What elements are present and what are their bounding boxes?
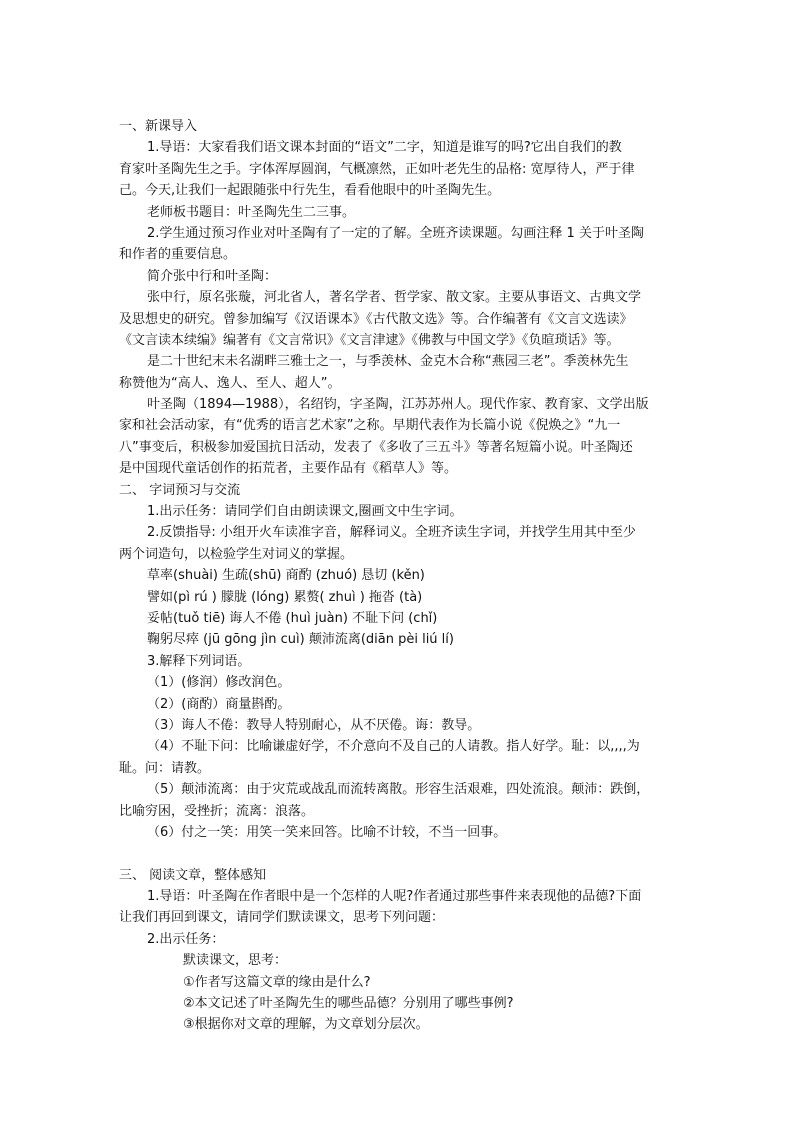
text-line: （2）(商酌）商量斟酌。 — [147, 696, 291, 712]
text-line: 家和社会活动家，有“优秀的语言艺术家”之称。早期代表作为长篇小说《倪焕之》“九一 — [119, 418, 621, 434]
text-line: 《文言读本续编》编著有《文言常识》《文言津逮》《佛教与中国文学》《负暄琐话》等。 — [119, 332, 620, 348]
text-line: （3）诲人不倦：教导人特别耐心，从不厌倦。诲：教导。 — [147, 717, 481, 733]
text-line: 2.反馈指导: 小组开火车读准字音，解释词义。全班齐读生字词，并找学生用其中至少 — [147, 525, 636, 541]
text-line: 老师板书题目：叶圣陶先生二三事。 — [147, 204, 356, 220]
text-line: 妥帖(tuǒ tiē) 诲人不倦 (huì juàn) 不耻下问 (chǐ) — [147, 610, 438, 626]
text-line: 二、 字词预习与交流 — [119, 482, 241, 498]
text-line: ③根据你对文章的理解，为文章划分层次。 — [183, 1017, 429, 1033]
text-line: 及思想史的研究。曾参加编写《汉语课本》《古代散文选》等。合作编著有《文言文选读》 — [119, 311, 633, 327]
text-line: 比喻穷困，受挫折；流离：浪落。 — [119, 803, 315, 819]
text-line: 己。今天,让我们一起跟随张中行先生，看看他眼中的叶圣陶先生。 — [119, 183, 501, 199]
text-line: 耻。问：请教。 — [119, 760, 211, 776]
text-line: （4）不耻下问：比喻谦虚好学，不介意向不及自己的人请教。指人好学。耻：以,,,,为 — [147, 739, 640, 755]
text-line: 是中国现代童话创作的拓荒者，主要作品有《稻草人》等。 — [119, 461, 458, 477]
text-line: 鞠躬尽瘁 (jū gōng jìn cuì) 颠沛流离(diān pèi liú lí) — [147, 632, 454, 648]
text-line: （1）(修润）修改润色。 — [147, 675, 291, 691]
text-line: 2.学生通过预习作业对叶圣陶有了一定的了解。全班齐读课题。勾画注释 1 关于叶圣陶 — [147, 225, 644, 241]
text-line: 叶圣陶（1894—1988），名绍钧，字圣陶，江苏苏州人。现代作家、教育家、文学出版 — [147, 397, 649, 413]
text-line: 简介张中行和叶圣陶： — [147, 268, 278, 284]
text-line: 2.出示任务： — [147, 931, 225, 947]
text-line: 是二十世纪末未名湖畔三雅士之一，与季羡林、金克木合称“燕园三老”。季羡林先生 — [147, 354, 629, 370]
text-line: （6）付之一笑：用笑一笑来回答。比喻不计较，不当一回事。 — [147, 824, 507, 840]
text-line: 1.导语：叶圣陶在作者眼中是一个怎样的人呢?作者通过那些事件来表现他的品德?下面 — [147, 889, 642, 905]
text-line: ①作者写这篇文章的缘由是什么? — [183, 974, 371, 990]
text-line: 两个词造句，以检验学生对词义的掌握。 — [119, 546, 354, 562]
text-line: ②本文记述了叶圣陶先生的哪些品德？分别用了哪些事例? — [183, 996, 514, 1012]
text-line: 1.导语：大家看我们语文课本封面的“语文”二字，知道是谁写的吗?它出自我们的教 — [147, 140, 622, 156]
lesson-plan-body — [119, 116, 679, 1036]
text-line: 默读课文，思考： — [183, 953, 288, 969]
blank-line — [119, 843, 679, 864]
text-line: 3.解释下列词语。 — [147, 653, 251, 669]
text-line: 1.出示任务：请同学们自由朗读课文,圈画文中生字词。 — [147, 504, 463, 520]
text-line: 育家叶圣陶先生之手。字体浑厚圆润，气概凛然，正如叶老先生的品格: 宽厚待人，严于律 — [119, 161, 635, 177]
text-line: 和作者的重要信息。 — [119, 247, 237, 263]
text-line: 张中行，原名张璇，河北省人，著名学者、哲学家、散文家。主要从事语文、古典文学 — [147, 290, 642, 306]
text-line: 让我们再回到课文，请同学们默读课文，思考下列问题： — [119, 910, 445, 926]
text-line: 譬如(pì rú ) 朦胧 (lóng) 累赘( zhuì ) 拖沓 (tà) — [147, 589, 423, 605]
text-line: 八”事变后，积极参加爱国抗日活动，发表了《多收了三五斗》等著名短篇小说。叶圣陶还 — [119, 439, 633, 455]
text-line: 称赞他为“高人、逸人、至人、超人”。 — [119, 375, 341, 391]
text-line: 一、新课导入 — [119, 119, 198, 134]
text-line: 三、 阅读文章，整体感知 — [119, 867, 267, 883]
text-line: （5）颠沛流离：由于灾荒或战乱而流转离散。形容生活艰难，四处流浪。颠沛：跌倒， — [147, 782, 650, 798]
text-line: 草率(shuài) 生疏(shū) 商酌 (zhuó) 恳切 (kěn) — [147, 568, 425, 584]
